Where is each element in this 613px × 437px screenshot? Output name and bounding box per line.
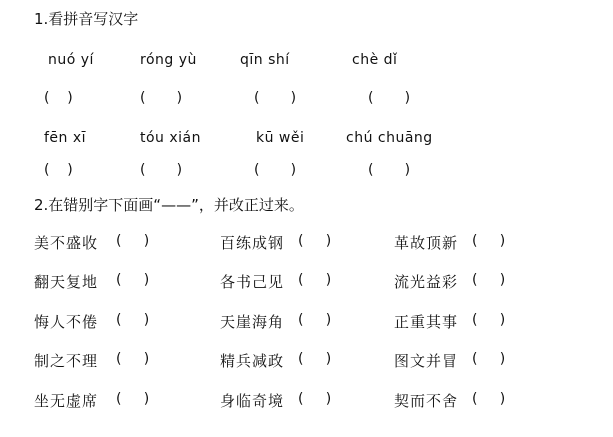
correction-blank-3-2[interactable]: ( ) [298,312,332,328]
idiom-3-2: 天崖海角 [220,313,285,331]
idiom-4-1: 制之不理 [34,352,99,370]
correction-blank-2-2[interactable]: ( ) [298,272,332,288]
idiom-5-1: 坐无虚席 [34,392,99,410]
section1-title: 1.看拼音写汉字 [34,10,139,28]
pinyin-1-2: róng yù [140,52,197,68]
answer-blank-2-4[interactable]: ( ) [368,162,411,178]
pinyin-1-4: chè dǐ [352,52,398,68]
pinyin-2-2: tóu xián [140,130,202,146]
correction-blank-5-3[interactable]: ( ) [472,391,506,407]
idiom-2-1: 翻天复地 [34,273,99,291]
pinyin-2-4: chú chuāng [346,130,433,146]
answer-blank-2-3[interactable]: ( ) [254,162,297,178]
idiom-3-1: 悔人不倦 [34,313,99,331]
correction-blank-2-3[interactable]: ( ) [472,272,506,288]
answer-blank-1-1[interactable]: ( ) [44,90,73,106]
correction-blank-3-1[interactable]: ( ) [116,312,150,328]
answer-blank-2-2[interactable]: ( ) [140,162,183,178]
correction-blank-1-3[interactable]: ( ) [472,233,506,249]
idiom-1-3: 革故顶新 [394,234,459,252]
idiom-2-3: 流光益彩 [394,273,459,291]
idiom-4-3: 图文并冒 [394,352,459,370]
section2-title: 2.在错别字下面画“——”，并改正过来。 [34,196,304,214]
pinyin-1-1: nuó yí [48,52,94,68]
pinyin-2-1: fēn xī [44,130,87,146]
idiom-2-2: 各书己见 [220,273,285,291]
pinyin-2-3: kū wěi [256,130,305,146]
correction-blank-5-1[interactable]: ( ) [116,391,150,407]
idiom-1-1: 美不盛收 [34,234,99,252]
correction-blank-1-1[interactable]: ( ) [116,233,150,249]
idiom-1-2: 百练成钢 [220,234,285,252]
correction-blank-5-2[interactable]: ( ) [298,391,332,407]
correction-blank-1-2[interactable]: ( ) [298,233,332,249]
idiom-4-2: 精兵减政 [220,352,285,370]
answer-blank-1-4[interactable]: ( ) [368,90,411,106]
correction-blank-3-3[interactable]: ( ) [472,312,506,328]
answer-blank-1-3[interactable]: ( ) [254,90,297,106]
idiom-5-3: 契而不舍 [394,392,459,410]
idiom-5-2: 身临奇境 [220,392,285,410]
idiom-3-3: 正重其事 [394,313,459,331]
answer-blank-1-2[interactable]: ( ) [140,90,183,106]
correction-blank-2-1[interactable]: ( ) [116,272,150,288]
correction-blank-4-3[interactable]: ( ) [472,351,506,367]
answer-blank-2-1[interactable]: ( ) [44,162,73,178]
correction-blank-4-2[interactable]: ( ) [298,351,332,367]
correction-blank-4-1[interactable]: ( ) [116,351,150,367]
pinyin-1-3: qīn shí [240,52,290,68]
